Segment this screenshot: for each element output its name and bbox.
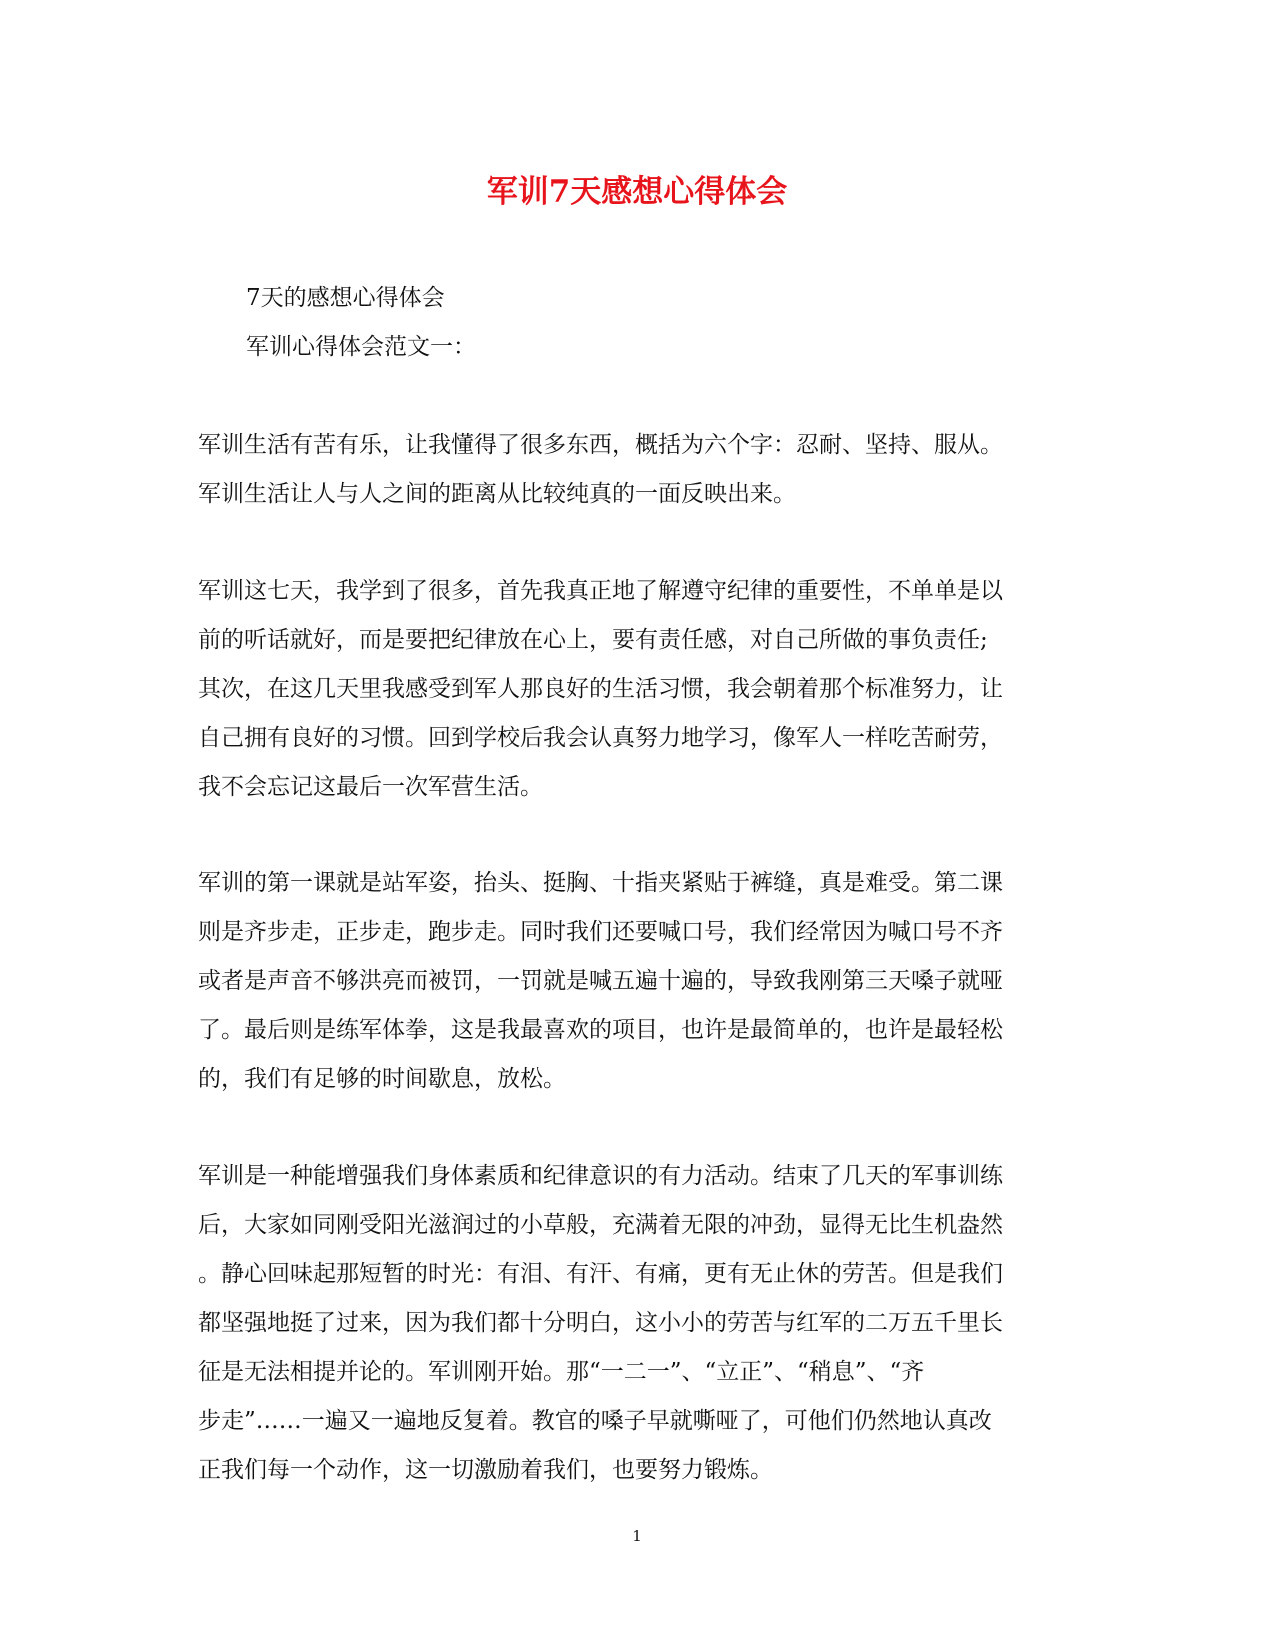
text-line: 的，我们有足够的时间歇息，放松。 bbox=[198, 1066, 566, 1092]
text-line: 军训的第一课就是站军姿，抬头、挺胸、十指夹紧贴于裤缝，真是难受。第二课 bbox=[198, 870, 1003, 896]
body-paragraph bbox=[198, 567, 1078, 812]
text-line: 征是无法相提并论的。军训刚开始。那“一二一”、“立正”、“稍息”、“齐 bbox=[198, 1359, 925, 1385]
text-line: 。静心回味起那短暂的时光：有泪、有汗、有痛，更有无止休的劳苦。但是我们 bbox=[198, 1261, 1003, 1287]
text-line: 都坚强地挺了过来，因为我们都十分明白，这小小的劳苦与红军的二万五千里长 bbox=[198, 1310, 1003, 1336]
body-paragraph bbox=[198, 859, 1078, 1104]
text-line: 自己拥有良好的习惯。回到学校后我会认真努力地学习，像军人一样吃苦耐劳， bbox=[198, 725, 1003, 751]
text-line: 其次，在这几天里我感受到军人那良好的生活习惯，我会朝着那个标准努力，让 bbox=[198, 676, 1003, 702]
text-line: 后，大家如同刚受阳光滋润过的小草般，充满着无限的冲劲，显得无比生机盎然 bbox=[198, 1212, 1003, 1238]
subtitle-line: 7天的感想心得体会 bbox=[246, 285, 445, 311]
text-line: 军训生活让人与人之间的距离从比较纯真的一面反映出来。 bbox=[198, 481, 796, 507]
text-line: 则是齐步走，正步走，跑步走。同时我们还要喊口号，我们经常因为喊口号不齐 bbox=[198, 919, 1003, 945]
text-line: 军训是一种能增强我们身体素质和纪律意识的有力活动。结束了几天的军事训练 bbox=[198, 1163, 1003, 1189]
body-paragraph bbox=[198, 421, 1078, 519]
page-title: 军训7天感想心得体会 bbox=[486, 174, 788, 210]
text-line: 或者是声音不够洪亮而被罚，一罚就是喊五遍十遍的，导致我刚第三天嗓子就哑 bbox=[198, 968, 1003, 994]
text-line: 前的听话就好，而是要把纪律放在心上，要有责任感，对自己所做的事负责任; bbox=[198, 627, 988, 653]
text-line: 了。最后则是练军体拳，这是我最喜欢的项目，也许是最简单的，也许是最轻松 bbox=[198, 1017, 1003, 1043]
text-line: 我不会忘记这最后一次军营生活。 bbox=[198, 774, 543, 800]
text-line: 军训这七天，我学到了很多，首先我真正地了解遵守纪律的重要性，不单单是以 bbox=[198, 578, 1003, 604]
text-line: 正我们每一个动作，这一切激励着我们，也要努力锻炼。 bbox=[198, 1457, 773, 1483]
text-line: 步走”……一遍又一遍地反复着。教官的嗓子早就嘶哑了，可他们仍然地认真改 bbox=[198, 1408, 992, 1434]
text-line: 军训生活有苦有乐，让我懂得了很多东西，概括为六个字：忍耐、坚持、服从。 bbox=[198, 432, 1003, 458]
page-number: 1 bbox=[632, 1527, 642, 1545]
body-paragraph bbox=[198, 1152, 1078, 1495]
subtitle-line: 军训心得体会范文一： bbox=[246, 334, 476, 360]
